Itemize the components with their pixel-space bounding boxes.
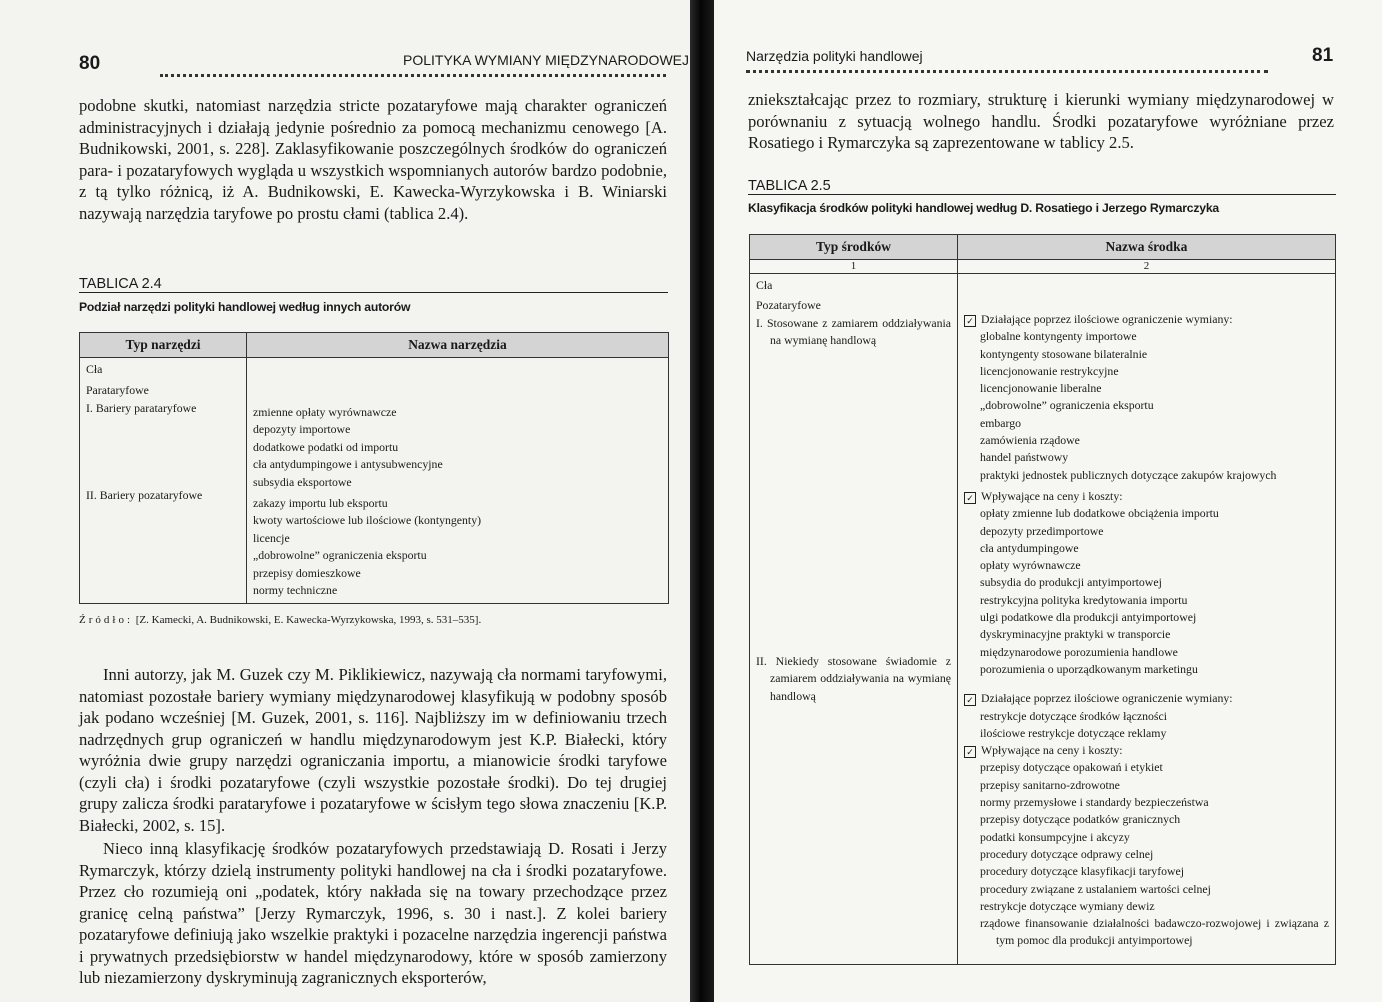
source-text: [Z. Kamecki, A. Budnikowski, E. Kawecka-Wyrzykowska, 1993, s. 531–535]. xyxy=(135,614,482,626)
page-number-left: 80 xyxy=(79,53,101,74)
left-paragraph-3-text: Nieco inną klasyfikację środków pozataryfowych przedstawiają D. Rosati i Jerzy Rymarczyk, którzy dzielą instrumenty polityki handlowej na cła i środki pozataryfowe. Przez cło rozumieją oni „podatek, który nakłada się na towary przechodzące przez granicę celną państwa” [Jerzy Rymarczyk, 1996, s. 30 i nast.]. Z kolei bariery pozataryfowe definiują jako wszelkie praktyki i pozacelne narzędzia ingerencji państwa i prywatnych przedsiębiorstw w handel międzynarodowy, które w sposób zamierzony lub niezamierzony dyskryminują zagranicznych eksporterów, xyxy=(79,839,667,987)
table-cell-item: podatki konsumpcyjne i akcyzy xyxy=(980,829,1130,844)
table-cell-item: licencjonowanie restrykcyjne xyxy=(980,363,1119,378)
table-cell-item: procedury dotyczące odprawy celnej xyxy=(980,846,1154,861)
t25-pozataryfowe: Pozataryfowe xyxy=(756,298,821,313)
table-cell-item: restrykcje dotyczące wymiany dewiz xyxy=(980,898,1155,913)
t24-bariery-parataryfowe: I. Bariery parataryfowe xyxy=(86,400,197,415)
table-2-4 xyxy=(79,332,669,604)
table-2-4-header-name: Nazwa narzędzia xyxy=(247,333,669,358)
table-cell-item: normy techniczne xyxy=(253,583,338,598)
t24-group-1 xyxy=(253,404,662,491)
table-2-5-label: TABLICA 2.5 xyxy=(748,178,831,194)
left-paragraph-2-text: Inni autorzy, jak M. Guzek czy M. Piklikiewicz, nazywają cła normami taryfowymi, natomiast pozostałe bariery wymiany międzynarodowej klasyfikują w podobny sposób jak podano wcześniej [M. Guzek, 2001, s. 116]. Najbliższy im w definiowaniu trzech nadrzędnych grup ograniczeń w handlu międzynarodowym jest K.P. Białecki, który wyróżnia dwie grupy narzędzi ograniczania importu, a mianowicie środki taryfowe (czyli cła) i środki pozataryfowe (czyli wszystkie pozostałe środki). Do tej drugiej grupy zalicza środki parataryfowe i pozataryfowe w ścisłym tego słowa znaczeniu [K.P. Białecki, 2002, s. 15]. xyxy=(79,665,667,835)
t25-group-1 xyxy=(964,328,1329,484)
table-cell-item: rządowe finansowanie działalności badawczo-rozwojowej i związana z tym pomoc dla produkcji antyimportowej xyxy=(980,916,1329,948)
table-2-4-label: TABLICA 2.4 xyxy=(79,276,162,292)
t25-g2-head-text: Wpływające na ceny i koszty: xyxy=(981,488,1123,503)
running-header-right: Narzędzia polityki handlowej xyxy=(746,48,923,64)
t25-type-2: II. Niekiedy stosowane świadomie z zamiarem oddziaływania na wymianę handlową xyxy=(756,654,951,703)
table-cell-item: licencjonowanie liberalne xyxy=(980,381,1102,396)
table-cell-item: cła antydumpingowe i antysubwencyjne xyxy=(253,457,443,472)
table-2-4-col1 xyxy=(80,358,247,604)
t25-g4-head-text: Wpływające na ceny i koszty: xyxy=(981,743,1123,758)
t25-cla: Cła xyxy=(756,278,773,292)
table-cell-item: „dobrowolne” ograniczenia eksportu xyxy=(253,548,427,563)
source-label: Źródło: xyxy=(79,614,133,626)
table-cell-item: embargo xyxy=(980,415,1022,430)
table-cell-item: procedury dotyczące klasyfikacji taryfowej xyxy=(980,864,1185,879)
right-page xyxy=(714,0,1382,1002)
t24-parataryfowe: Parataryfowe xyxy=(86,383,149,398)
table-2-5-header-name: Nazwa środka xyxy=(958,235,1336,260)
header-dots-right xyxy=(746,70,1268,73)
table-cell-item: dodatkowe podatki od importu xyxy=(253,439,399,454)
checkbox-icon: ✓ xyxy=(964,694,976,706)
table-2-5-caption: Klasyfikacja środków polityki handlowej według D. Rosatiego i Jerzego Rymarczyka xyxy=(748,201,1219,215)
table-2-5-col2 xyxy=(958,274,1336,965)
table-2-5-rule xyxy=(748,194,1336,195)
table-cell-item: opłaty wyrównawcze xyxy=(980,558,1081,573)
t25-group-2 xyxy=(964,505,1329,678)
table-cell-item: międzynarodowe porozumienia handlowe xyxy=(980,644,1178,659)
t25-g2-head xyxy=(964,488,1329,505)
t24-cla: Cła xyxy=(86,362,103,376)
t25-g1-head-text: Działające poprzez ilościowe ograniczenie wymiany: xyxy=(981,312,1233,326)
table-cell-item: ulgi podatkowe dla produkcji antyimportowej xyxy=(980,610,1197,625)
t25-g3-head-text: Działające poprzez ilościowe ograniczenie wymiany: xyxy=(981,691,1233,706)
table-cell-item: praktyki jednostek publicznych dotyczące zakupów krajowych xyxy=(980,467,1277,482)
table-cell-item: cła antydumpingowe xyxy=(980,540,1079,555)
left-paragraph-1-text: podobne skutki, natomiast narzędzia stricte pozataryfowe mają charakter ograniczeń administracyjnych i działają jedynie pośrednio za pomocą mechanizmu cenowego [A. Budnikowski, 2001, s. 228]. Zaklasyfikowanie poszczególnych środków do ograniczeń para- i pozataryfowych wygląda u wszystkich wspomnianych autorów bardzo podobnie, z tą tylko różnicą, iż A. Budnikowski, E. Kawecka-Wyrzykowska i B. Winiarski nazywają narzędzia taryfowe po prostu cłami (tablica 2.4). xyxy=(79,96,667,223)
t25-type-1: I. Stosowane z zamiarem oddziaływania na wymianę handlową xyxy=(756,315,951,347)
table-cell-item: zakazy importu lub eksportu xyxy=(253,496,388,511)
table-cell-item: zmienne opłaty wyrównawcze xyxy=(253,405,397,419)
table-cell-item: restrykcyjna polityka kredytowania importu xyxy=(980,592,1188,607)
table-cell-item: depozyty importowe xyxy=(253,422,351,437)
table-2-5-col1 xyxy=(750,274,958,965)
table-cell-item: zamówienia rządowe xyxy=(980,433,1080,448)
book-gutter xyxy=(690,0,714,1002)
table-2-5-header-type: Typ środków xyxy=(750,235,958,260)
table-cell-item: licencje xyxy=(253,530,290,545)
running-header-left: POLITYKA WYMIANY MIĘDZYNARODOWEJ xyxy=(403,52,690,68)
table-cell-item: przepisy domieszkowe xyxy=(253,565,361,580)
header-dots-left xyxy=(160,74,666,77)
t25-g3-head xyxy=(964,690,1329,707)
table-cell-item: restrykcje dotyczące środków łączności xyxy=(980,708,1168,723)
right-paragraph-1-text: zniekształcając przez to rozmiary, strukturę i kierunki wymiany międzynarodowej w porównaniu z sytuacją wolnego handlu. Środki pozataryfowe wyróżniane przez Rosatiego i Rymarczyka są zaprezentowane w tablicy 2.5. xyxy=(748,90,1334,152)
t24-bariery-pozataryfowe: II. Bariery pozataryfowe xyxy=(86,488,203,503)
checkbox-icon: ✓ xyxy=(964,492,976,504)
t25-g4-head xyxy=(964,742,1329,759)
table-cell-item: depozyty przedimportowe xyxy=(980,523,1104,538)
table-2-4-caption: Podział narzędzi polityki handlowej według innych autorów xyxy=(79,300,411,314)
table-cell-item: ilościowe restrykcje dotyczące reklamy xyxy=(980,725,1167,740)
t24-group-2 xyxy=(253,495,662,599)
table-2-4-source xyxy=(79,614,481,626)
right-paragraph-1 xyxy=(748,89,1334,154)
left-paragraph-1 xyxy=(79,95,667,224)
table-cell-item: dyskryminacyjne praktyki w transporcie xyxy=(980,627,1171,642)
table-cell-item: kwoty wartościowe lub ilościowe (kontyngenty) xyxy=(253,513,482,528)
table-2-5 xyxy=(749,234,1336,965)
table-cell-item: subsydia eksportowe xyxy=(253,474,352,489)
table-cell-item: procedury związane z ustalaniem wartości celnej xyxy=(980,881,1211,896)
table-2-4-rule xyxy=(79,292,668,293)
table-2-4-header-type: Typ narzędzi xyxy=(80,333,247,358)
table-2-5-colnum-1: 1 xyxy=(750,260,958,274)
table-cell-item: globalne kontyngenty importowe xyxy=(980,329,1137,344)
t25-group-4 xyxy=(964,759,1329,949)
table-cell-item: porozumienia o uporządkowanym marketingu xyxy=(980,661,1198,676)
table-cell-item: przepisy dotyczące opakowań i etykiet xyxy=(980,760,1163,775)
table-cell-item: normy przemysłowe i standardy bezpieczeństwa xyxy=(980,795,1209,810)
t25-g1-head xyxy=(964,311,1329,328)
table-cell-item: „dobrowolne” ograniczenia eksportu xyxy=(980,398,1154,413)
t25-group-3 xyxy=(964,708,1329,743)
page-number-right: 81 xyxy=(1312,45,1334,66)
table-cell-item: kontyngenty stosowane bilateralnie xyxy=(980,346,1148,361)
table-cell-item: przepisy sanitarno-zdrowotne xyxy=(980,777,1120,792)
table-cell-item: przepisy dotyczące podatków granicznych xyxy=(980,812,1181,827)
left-paragraph-2 xyxy=(79,664,667,989)
checkbox-icon: ✓ xyxy=(964,746,976,758)
table-cell-item: opłaty zmienne lub dodatkowe obciążenia importu xyxy=(980,506,1219,521)
table-2-5-colnum-2: 2 xyxy=(958,260,1336,274)
table-2-4-col2 xyxy=(247,358,669,604)
table-cell-item: handel państwowy xyxy=(980,450,1069,465)
checkbox-icon: ✓ xyxy=(964,315,976,327)
table-cell-item: subsydia do produkcji antyimportowej xyxy=(980,575,1162,590)
left-page xyxy=(0,0,690,1002)
